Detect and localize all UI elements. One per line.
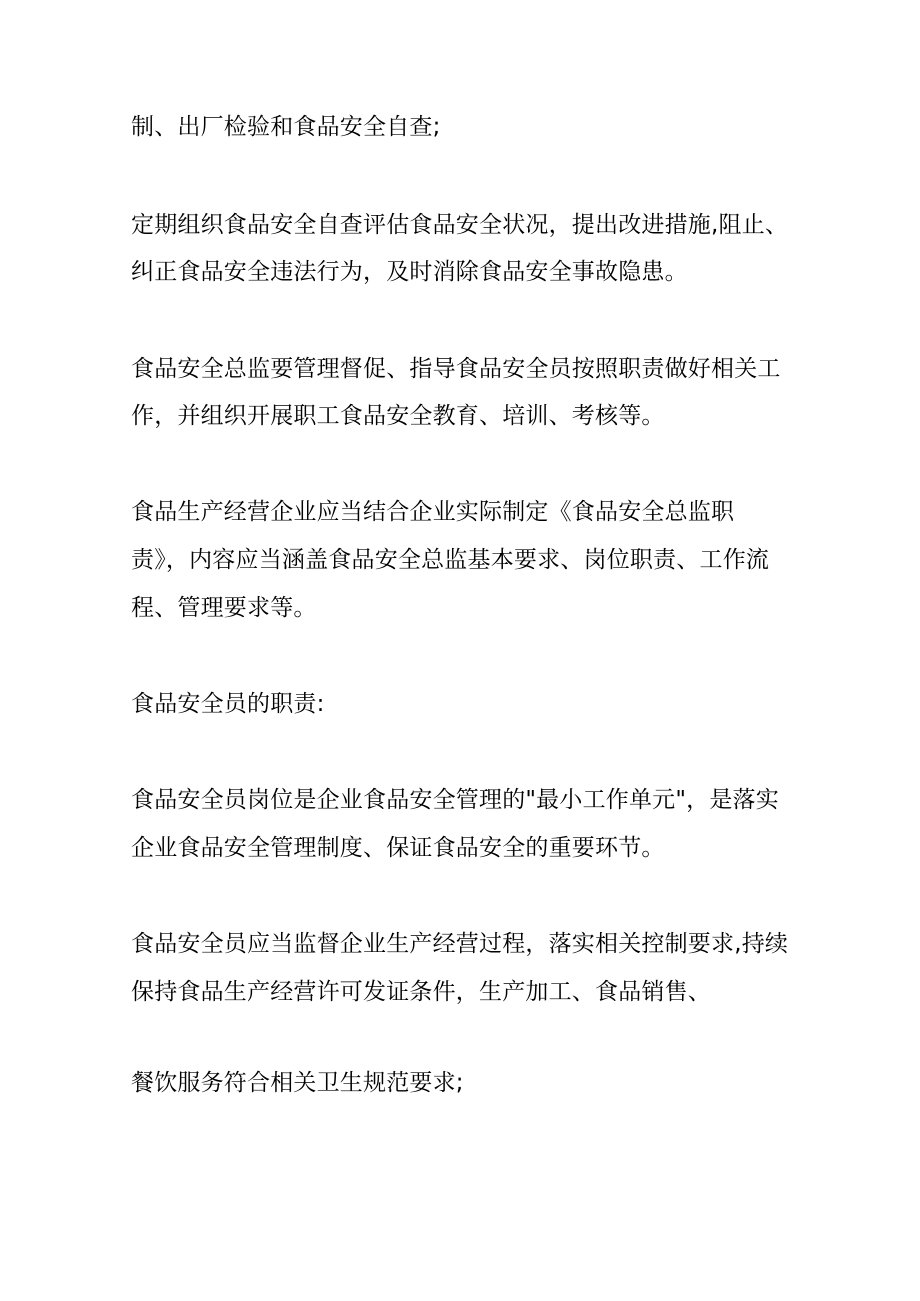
paragraph-2-line-2: 纠正食品安全违法行为，及时消除食品安全事故隐患。 bbox=[131, 259, 688, 285]
paragraph-7-line-1: 食品安全员应当监督企业生产经营过程，落实相关控制要求,持续 bbox=[131, 931, 789, 957]
paragraph-4-line-3: 程、管理要求等。 bbox=[131, 595, 317, 621]
paragraph-8-line-1: 餐饮服务符合相关卫生规范要求; bbox=[131, 1070, 464, 1096]
paragraph-1-line-1: 制、出厂检验和食品安全自查; bbox=[131, 114, 441, 140]
paragraph-6-line-2: 企业食品安全管理制度、保证食品安全的重要环节。 bbox=[131, 835, 665, 861]
paragraph-4-line-2: 责》，内容应当涵盖食品安全总监基本要求、岗位职责、工作流 bbox=[131, 547, 770, 573]
paragraph-7-line-2: 保持食品生产经营许可发证条件，生产加工、食品销售、 bbox=[131, 979, 711, 1005]
paragraph-6-line-1: 食品安全员岗位是企业食品安全管理的"最小工作单元"，是落实 bbox=[131, 787, 779, 813]
paragraph-4-line-1: 食品生产经营企业应当结合企业实际制定《食品安全总监职 bbox=[131, 499, 735, 525]
paragraph-3-line-1: 食品安全总监要管理督促、指导食品安全员按照职责做好相关工 bbox=[131, 356, 781, 382]
paragraph-2-line-1: 定期组织食品安全自查评估食品安全状况，提出改进措施,阻止、 bbox=[131, 212, 789, 238]
paragraph-3-line-2: 作，并组织开展职工食品安全教育、培训、考核等。 bbox=[131, 403, 665, 429]
paragraph-5-line-1: 食品安全员的职责: bbox=[131, 691, 325, 717]
